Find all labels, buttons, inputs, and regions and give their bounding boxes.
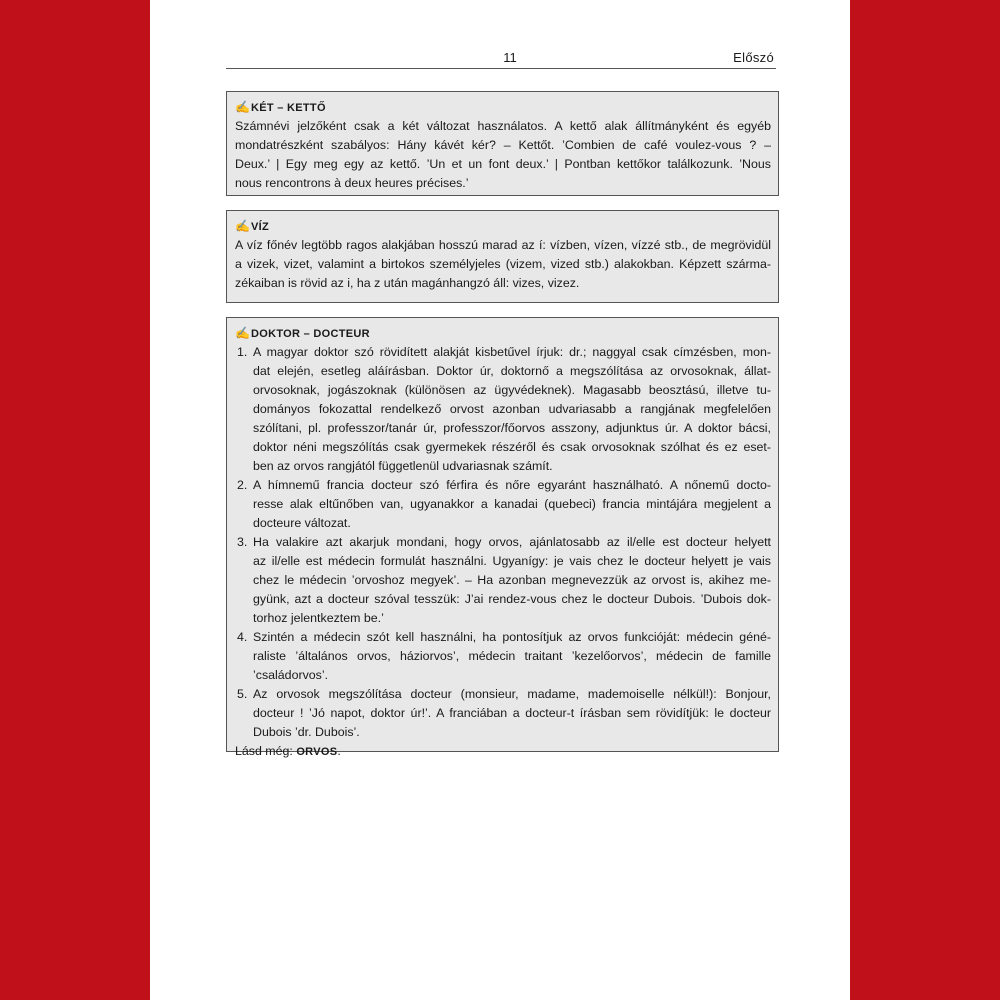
note-heading — [235, 217, 771, 236]
usage-note-ket-ketto — [226, 91, 779, 196]
item-line: ben az orvos rangjától függetlenül udvariasnak számít. — [253, 459, 553, 473]
item-line: torhoz jelentkeztem be.’ — [253, 611, 384, 625]
item-line: resse alak eltűnőben van, ugyanakkor a kanadai (quebeci) francia mintájára megjelent a — [253, 497, 771, 511]
item-line: chez le médecin ’orvoshoz megyek’. – Ha azonban megnevezzük az orvost is, akihez me- — [253, 573, 771, 587]
note-line: zékaiban is rövid az i, ha z után magánhangzó áll: vizes, vizez. — [235, 276, 580, 290]
item-number: 5. — [237, 687, 248, 701]
note-title: KÉT – KETTŐ — [251, 102, 326, 114]
note-line: nous rencontrons à deux heures précises.’ — [235, 176, 469, 190]
list-item — [235, 628, 771, 685]
writing-hand-icon: ✍ — [235, 219, 251, 233]
item-line: dat elején, esetleg aláírásban. Doktor úr, doktornő a megszólítása az orvosoknak, állat- — [253, 364, 771, 378]
usage-note-doktor-docteur — [226, 317, 779, 758]
running-head — [226, 50, 776, 69]
note-line: A víz főnév legtöbb ragos alakjában hosszú marad az í: vízben, vízen, vízzé stb., de megrövidül — [235, 238, 771, 252]
note-heading — [235, 98, 771, 117]
writing-hand-icon: ✍ — [235, 326, 251, 340]
note-line: a vizek, vizet, valamint a birtokos személyjeles (vizem, vized stb.) alakokban. Képzett szárma- — [235, 257, 771, 271]
item-line: Ha valakire azt akarjuk mondani, hogy orvos, ajánlatosabb az il/elle est docteur helyett — [253, 535, 771, 549]
item-line: ’családorvos’. — [253, 668, 329, 682]
usage-note-viz — [226, 210, 779, 303]
list-item — [235, 533, 771, 628]
item-line: Az orvosok megszólítása docteur (monsieur, madame, mademoiselle nélkül!): Bonjour, — [253, 687, 771, 701]
item-line: gyünk, azt a docteur szóval tesszük: J’ai rendez-vous chez le docteur Dubois. ’Dubois dok- — [253, 592, 771, 606]
item-line: A hímnemű francia docteur szó férfira és nőre egyaránt használható. A nőnemű docto- — [253, 478, 771, 492]
item-line: dományos fokozattal rendelkező orvost azonban udvariasabb a rangjának megfelelően — [253, 402, 771, 416]
list-item — [235, 685, 771, 742]
item-line: docteure változat. — [253, 516, 351, 530]
item-number: 2. — [237, 478, 248, 492]
note-title: DOKTOR – DOCTEUR — [251, 328, 370, 340]
item-number: 1. — [237, 345, 248, 359]
note-heading — [235, 324, 771, 343]
note-line: Deux.’ | Egy meg egy az kettő. ’Un et un font deux.’ | Pontban kettőkor találkozunk. ’Nous — [235, 157, 771, 171]
item-line: raliste ’általános orvos, háziorvos’, médecin traitant ’kezelőorvos’, médecin de famille — [253, 649, 771, 663]
item-line: Szintén a médecin szót kell használni, ha pontosítjuk az orvos funkcióját: médecin géné- — [253, 630, 771, 644]
item-line: orvosoknak, jogászoknak (különösen az ügyvédeknek). Magasabb beosztású, illetve tu- — [253, 383, 771, 397]
note-title: VÍZ — [251, 221, 270, 233]
see-also-label: Lásd még: — [235, 744, 293, 758]
item-number: 4. — [237, 630, 248, 644]
chapter-title: Előszó — [733, 50, 774, 65]
list-item — [235, 476, 771, 533]
note-line: Számnévi jelzőként csak a két változat használatos. A kettő alak állítmányként és egyéb — [235, 119, 771, 133]
item-line: A magyar doktor szó rövidített alakját kisbetűvel írjuk: dr.; naggyal csak címzésben, mon- — [253, 345, 771, 359]
writing-hand-icon: ✍ — [235, 100, 251, 114]
numbered-list — [235, 343, 771, 742]
see-also-ref[interactable]: ORVOS — [296, 746, 338, 758]
item-line: Dubois ’dr. Dubois’. — [253, 725, 360, 739]
book-page — [150, 0, 850, 1000]
list-item — [235, 343, 771, 476]
item-line: docteur ! ’Jó napot, doktor úr!’. A franciában a docteur-t írásban sem rövidítjük: le docteur — [253, 706, 771, 720]
item-line: az il/elle est médecin formulát használni. Ugyanígy: je vais chez le docteur helyett je vais — [253, 554, 771, 568]
see-also-end: . — [337, 744, 341, 758]
item-line: szólítani, pl. professzor/tanár úr, professzor/főorvos asszony, adjunktus úr. A doktor bácsi, — [253, 421, 771, 435]
item-line: doktor néni megszólítás csak gyermekek részéről és csak orvosoknak szólhat és ez eset- — [253, 440, 771, 454]
page-number: 11 — [503, 50, 517, 65]
note-line: mondatrészként szabályos: Hány kávét kér? – Kettőt. ’Combien de café voulez-vous ? – — [235, 138, 771, 152]
see-also — [235, 742, 771, 761]
item-number: 3. — [237, 535, 248, 549]
